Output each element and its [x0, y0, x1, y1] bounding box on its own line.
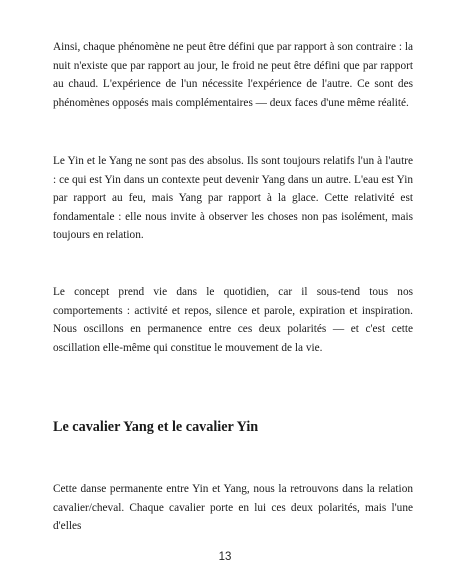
paragraph-rider-horse: Cette danse permanente entre Yin et Yang, nous la retrouvons dans la relation cavalier/cheval. Chaque cavalier porte en lui ces deux polarités, mais l'une d'elles [53, 483, 413, 533]
paragraph-opposites: Ainsi, chaque phénomène ne peut être défini que par rapport à son contraire : la nuit n'existe que par rapport au jour, le froid ne peut être défini que par rapport au chaud. L'expérience de l'un nécessite l'expérience de l'autre. Ce sont des phénomènes opposés mais complémentaires — deux faces d'une même réalité. [53, 41, 413, 109]
page-number: 13 [218, 551, 232, 563]
section-heading: Le cavalier Yang et le cavalier Yin [53, 419, 259, 435]
paragraph-daily-life: Le concept prend vie dans le quotidien, car il sous-tend tous nos comportements : activité et repos, silence et parole, expiration et inspiration. Nous oscillons en permanence entre ces deux polarités — et c'est cette oscillation elle-même qui constitue le mouvement de la vie. [53, 286, 413, 354]
paragraph-relativity: Le Yin et le Yang ne sont pas des absolus. Ils sont toujours relatifs l'un à l'autre : ce qui est Yin dans un contexte peut devenir Yang dans un autre. L'eau est Yin par rapport au feu, mais Yang par rapport à la glace. Cette relativité est fondamentale : elle nous invite à observer les choses non pas isolément, mais toujours en relation. [53, 155, 413, 242]
